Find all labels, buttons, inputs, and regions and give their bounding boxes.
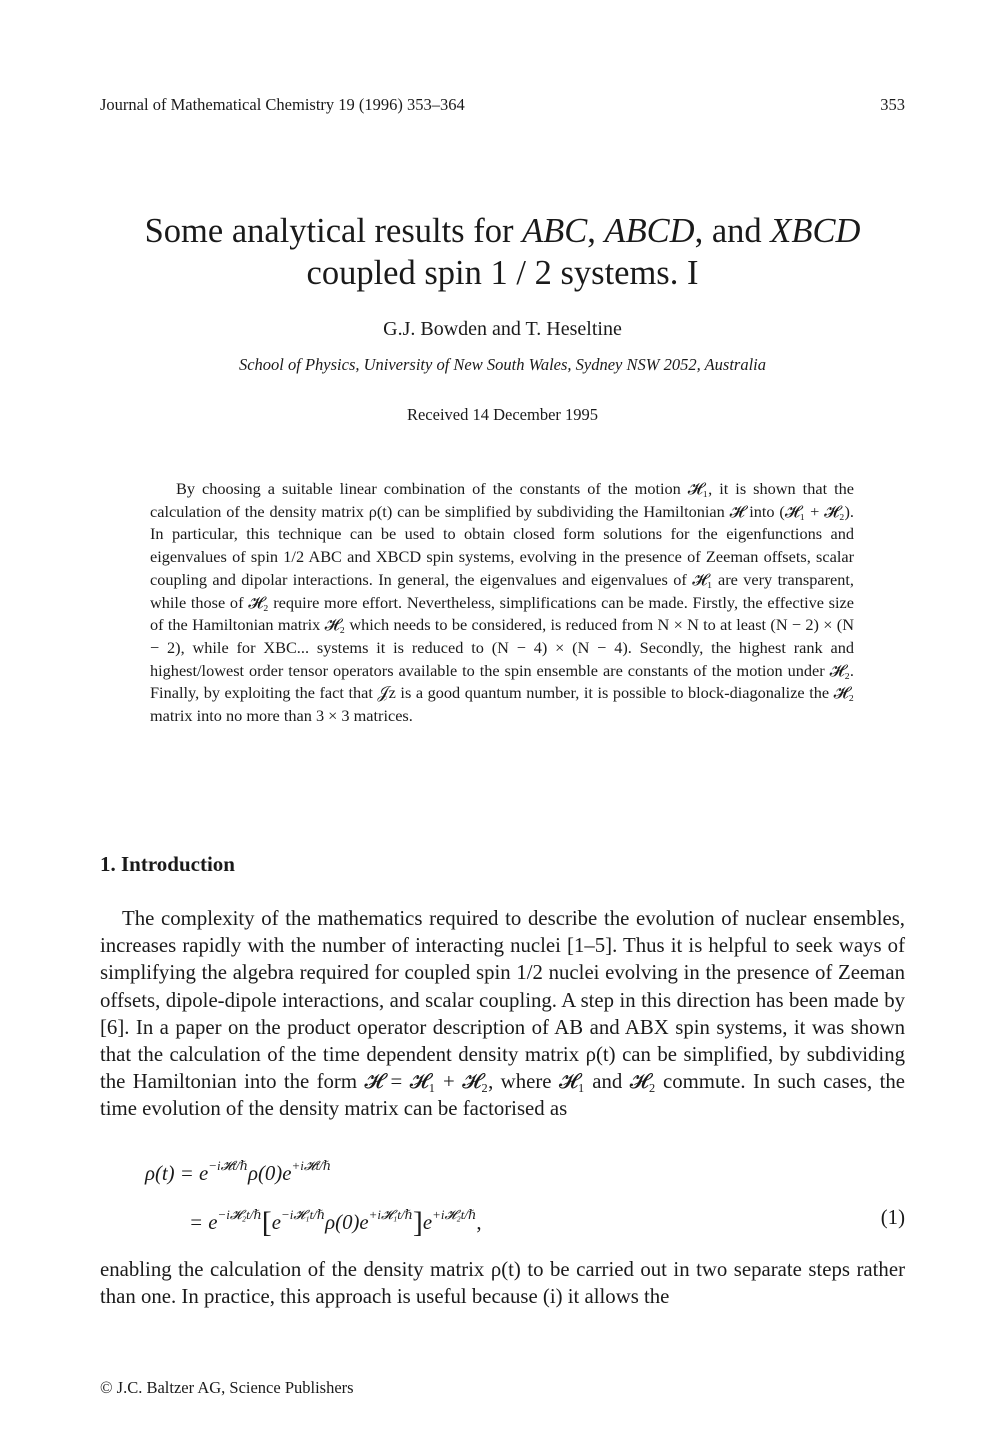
title-abcd: ABCD xyxy=(604,212,695,250)
abstract xyxy=(150,478,854,728)
title-sep: , xyxy=(587,212,605,250)
eq-term: ρ(t) = e xyxy=(145,1162,209,1185)
paragraph-text: The complexity of the mathematics required to describe the evolution of nuclear ensembles, increases rapidly with the number of interacting nuclei [1–5]. Thus it is helpful to seek ways of simplifying the algebra required for coupled spin 1/2 nuclei evolving in the presence of Zeeman offsets, dipole-dipole interactions, and scalar coupling. A step in this direction has been made by [6]. In a paper on the product operator description of AB and ABX spin systems, it was shown that the calculation of the time dependent density matrix ρ(t) can be simplified, by subdividing the Hamiltonian into the form 𝓗 = 𝓗₁ + 𝓗₂, where 𝓗₁ and 𝓗₂ commute. In such cases, the time evolution of the density matrix can be factorised as xyxy=(100,907,905,1121)
title-xbcd: XBCD xyxy=(770,212,861,250)
body-paragraph-1 xyxy=(100,905,905,1123)
title-abc: ABC xyxy=(522,212,588,250)
title-prefix: Some analytical results for xyxy=(144,212,523,250)
left-bracket: [ xyxy=(261,1206,272,1239)
received-date: Received 14 December 1995 xyxy=(406,405,599,424)
eq-comma: , xyxy=(476,1211,482,1234)
abstract-text: By choosing a suitable linear combination of the constants of the motion 𝓗₁, it is shown that the calculation of the density matrix ρ(t) can be simplified by subdividing the Hamiltonian 𝓗 into (𝓗₁ + 𝓗₂). In particular, this technique can be used to obtain closed form solutions for the eigenfunctions and eigenvalues of spin 1/2 ABC and XBCD spin systems, evolving in the presence of Zeeman offsets, scalar coupling and dipolar interactions. In general, the eigenvalues and eigenvalues of 𝓗₁ are very transparent, while those of 𝓗₂ require more effort. Nevertheless, simplifications can be made. Firstly, the effective size of the Hamiltonian matrix 𝓗₂ which needs to be considered, is reduced from N × N to at least (N − 2) × (N − 2), while for XBC... systems it is reduced to (N − 4) × (N − 4). Secondly, the highest rank and highest/lowest order tensor operators available to the spin ensemble are constants of the motion under 𝓗₂. Finally, by exploiting the fact that 𝒥z is a good quantum number, it is possible to block-diagonalize the 𝓗₂ matrix into no more than 3 × 3 matrices. xyxy=(150,479,854,726)
eq-term: ρ(0)e xyxy=(325,1211,369,1234)
affiliation: School of Physics, University of New South Wales, Sydney NSW 2052, Australia xyxy=(238,355,767,374)
journal-citation: Journal of Mathematical Chemistry 19 (1996) 353–364 xyxy=(100,95,465,114)
eq-term: ρ(0)e xyxy=(248,1162,292,1185)
running-head xyxy=(100,95,905,115)
section-heading: 1. Introduction xyxy=(100,852,235,876)
copyright-footer: © J.C. Baltzer AG, Science Publishers xyxy=(100,1378,354,1397)
eq-term: e xyxy=(271,1211,281,1234)
equation-1 xyxy=(145,1150,905,1250)
eq-exponent: +i𝓗t/ℏ xyxy=(291,1158,332,1173)
eq-exponent: −i𝓗t/ℏ xyxy=(208,1158,248,1173)
paper-title xyxy=(100,210,905,294)
eq-term: e xyxy=(422,1211,433,1234)
equation-line-2 xyxy=(145,1206,482,1240)
eq-exponent: −i𝓗₂t/ℏ xyxy=(217,1207,262,1222)
authors: G.J. Bowden and T. Heseltine xyxy=(383,318,622,340)
title-sep: , and xyxy=(694,212,771,250)
paragraph-text: enabling the calculation of the density matrix ρ(t) to be carried out in two separate steps rather than one. In practice, this approach is useful because (i) it allows the xyxy=(100,1258,905,1309)
page-number: 353 xyxy=(880,95,905,114)
equation-number: (1) xyxy=(880,1206,905,1229)
eq-exponent: −i𝓗₁t/ℏ xyxy=(280,1207,326,1222)
body-paragraph-2 xyxy=(100,1256,905,1310)
eq-exponent: +i𝓗₂t/ℏ xyxy=(432,1207,477,1222)
title-line2: coupled spin 1 / 2 systems. I xyxy=(306,254,699,292)
eq-term: = e xyxy=(189,1211,218,1234)
equation-line-1 xyxy=(145,1158,331,1186)
right-bracket: ] xyxy=(412,1206,423,1239)
eq-exponent: +i𝓗₁t/ℏ xyxy=(368,1207,413,1222)
